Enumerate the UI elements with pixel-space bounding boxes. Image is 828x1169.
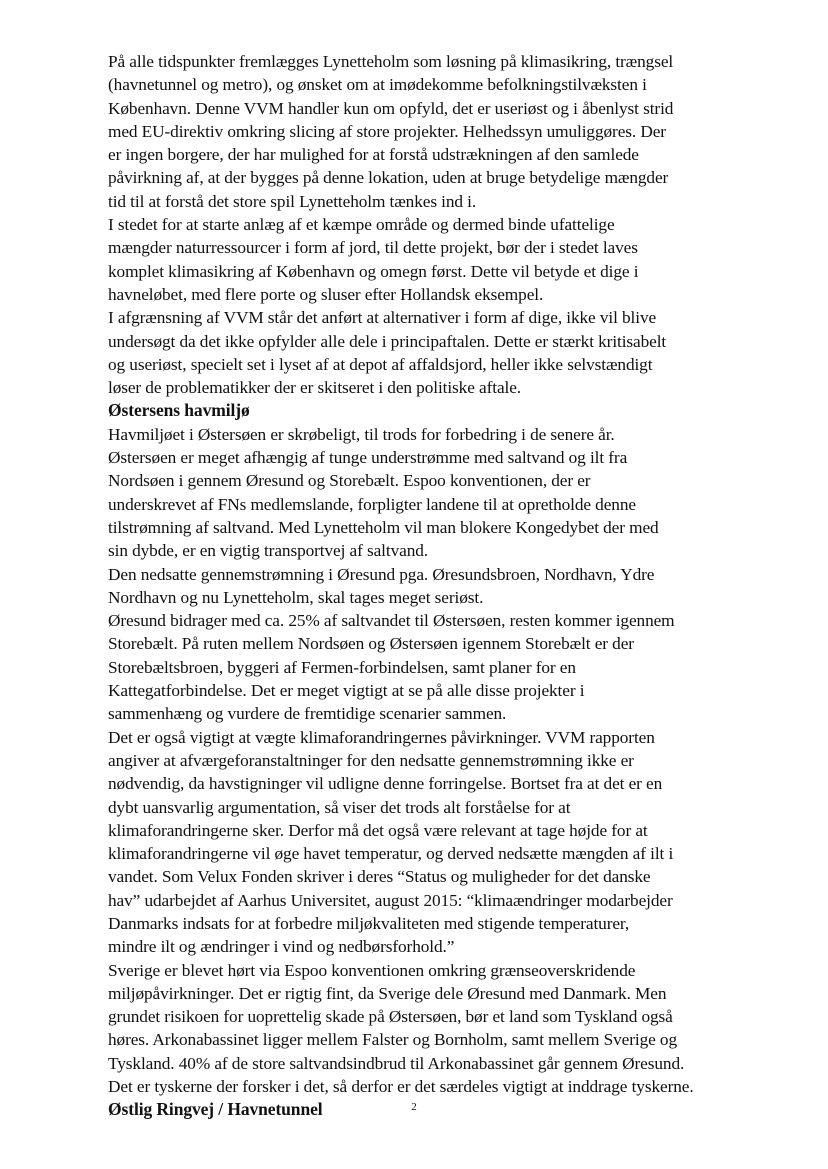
text-line: tid til at forstå det store spil Lynetteholm tænkes ind i. (108, 191, 477, 211)
text-line: løser de problematikker der er skitseret i den politiske aftale. (108, 378, 521, 398)
text-line: sin dybde, er en vigtig transportvej af saltvand. (108, 541, 429, 561)
text-line: underskrevet af FNs medlemslande, forpligter landene til at opretholde denne (108, 494, 636, 514)
text-line: Danmarks indsats for at forbedre miljøkvaliteten med stigende temperaturer, (108, 913, 630, 933)
text-line: Østersøen er meget afhængig af tunge understrømme med saltvand og ilt fra (108, 448, 628, 468)
page-number: 2 (411, 1101, 417, 1113)
text-line: Storebæltsbroen, byggeri af Fermen-forbindelsen, samt planer for en (108, 657, 576, 677)
text-line: vandet. Som Velux Fonden skriver i deres “Status og muligheder for det danske (108, 867, 651, 887)
text-line: Nordhavn og nu Lynetteholm, skal tages meget seriøst. (108, 587, 484, 607)
text-line: miljøpåvirkninger. Det er rigtig fint, da Sverige dele Øresund med Danmark. Men (108, 983, 667, 1003)
text-line: Havmiljøet i Østersøen er skrøbeligt, til trods for forbedring i de senere år. (108, 424, 615, 444)
text-line: undersøgt da det ikke opfylder alle dele i principaftalen. Dette er stærkt kritisabelt (108, 331, 667, 351)
text-line: Storebælt. På ruten mellem Nordsøen og Østersøen igennem Storebælt er der (108, 634, 634, 654)
text-line: klimaforandringerne sker. Derfor må det også være relevant at tage højde for at (108, 820, 648, 840)
text-line: Nordsøen i gennem Øresund og Storebælt. Espoo konventionen, der er (108, 471, 591, 491)
document-body (108, 50, 748, 1122)
text-line: komplet klimasikring af København og omegn først. Dette vil betyde et dige i (108, 261, 639, 281)
text-line: Tyskland. 40% af de store saltvandsindbrud til Arkonabassinet går gennem Øresund. (108, 1053, 685, 1073)
text-line: er ingen borgere, der har mulighed for at forstå udstrækningen af den samlede (108, 145, 639, 165)
text-line: høres. Arkonabassinet ligger mellem Falster og Bornholm, samt mellem Sverige og (108, 1030, 677, 1050)
text-line: mindre ilt og ændringer i vind og nedbørsforhold.” (108, 937, 455, 957)
text-line: og useriøst, specielt set i lyset af at depot af affaldsjord, heller ikke selvstændigt (108, 354, 653, 374)
text-line: Kattegatforbindelse. Det er meget vigtigt at se på alle disse projekter i (108, 681, 585, 701)
text-line: mængder naturressourcer i form af jord, til dette projekt, bør der i stedet laves (108, 238, 638, 258)
text-line: På alle tidspunkter fremlægges Lynetteholm som løsning på klimasikring, trængsel (108, 52, 674, 71)
text-line: Det er også vigtigt at vægte klimaforandringernes påvirkninger. VVM rapporten (108, 727, 655, 747)
section-heading-ringvej: Østlig Ringvej / Havnetunnel (108, 1099, 323, 1120)
text-line: Sverige er blevet hørt via Espoo konventionen omkring grænseoverskridende (108, 960, 636, 980)
text-line: I stedet for at starte anlæg af et kæmpe område og dermed binde ufattelige (108, 215, 615, 235)
text-line: I afgrænsning af VVM står det anført at alternativer i form af dige, ikke vil blive (108, 308, 657, 328)
text-line: sammenhæng og vurdere de fremtidige scenarier sammen. (108, 704, 507, 724)
text-line: med EU-direktiv omkring slicing af store projekter. Helhedssyn umuliggøres. Der (108, 121, 666, 141)
text-line: Øresund bidrager med ca. 25% af saltvandet til Østersøen, resten kommer igennem (108, 611, 675, 631)
text-line: angiver at afværgeforanstaltninger for den nedsatte gennemstrømning ikke er (108, 750, 634, 770)
text-line: Det er tyskerne der forsker i det, så derfor er det særdeles vigtigt at inddrage tyskerne. (108, 1077, 694, 1097)
text-line: klimaforandringerne vil øge havet temperatur, og derved nedsætte mængden af ilt i (108, 844, 674, 864)
text-line: (havnetunnel og metro), og ønsket om at imødekomme befolkningstilvæksten i (108, 75, 647, 95)
section-heading-ostersoen: Østersens havmiljø (108, 400, 250, 421)
text-line: grundet risikoen for uoprettelig skade på Østersøen, bør et land som Tyskland også (108, 1007, 673, 1027)
text-line: nødvendig, da havstigninger vil udligne denne forringelse. Bortset fra at det er en (108, 774, 663, 794)
text-line: København. Denne VVM handler kun om opfyld, det er useriøst og i åbenlyst strid (108, 98, 674, 118)
text-line: Den nedsatte gennemstrømning i Øresund pga. Øresundsbroen, Nordhavn, Ydre (108, 564, 655, 584)
text-line: tilstrømning af saltvand. Med Lynetteholm vil man blokere Kongedybet der med (108, 517, 659, 537)
text-line: påvirkning af, at der bygges på denne lokation, uden at bruge betydelige mængder (108, 168, 669, 188)
text-line: havneløbet, med flere porte og sluser efter Hollandsk eksempel. (108, 284, 544, 304)
text-line: dybt uansvarlig argumentation, så viser det trods alt forståelse for at (108, 797, 571, 817)
text-line: hav” udarbejdet af Aarhus Universitet, august 2015: “klimaændringer modarbejder (108, 890, 673, 910)
